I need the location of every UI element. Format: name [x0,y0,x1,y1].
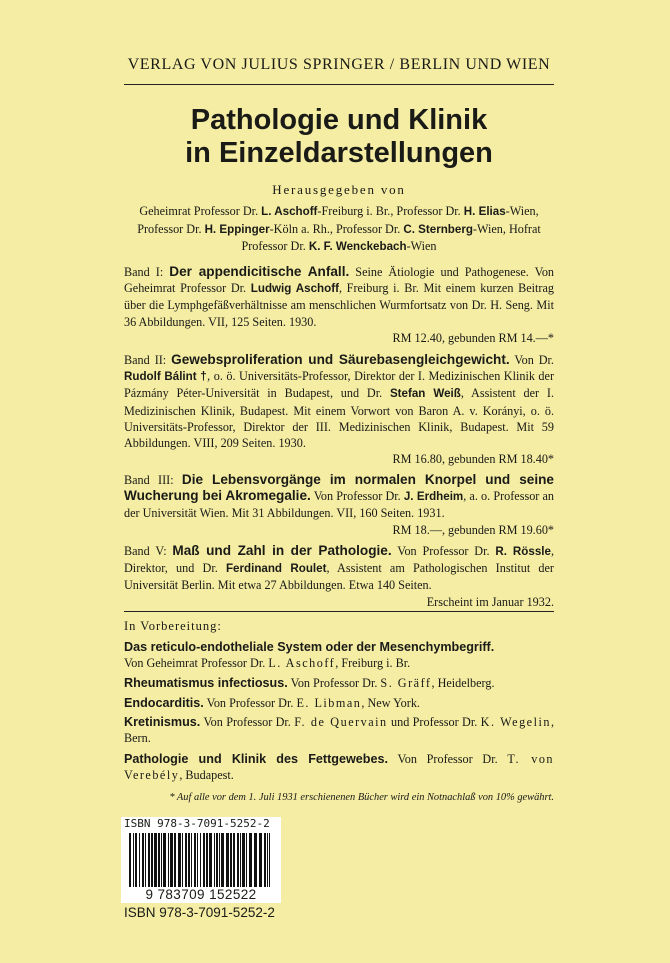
volume-entry-3: Band III: Die Lebensvorgänge im normalen Knorpel und seine Wucherung bei Akromegalie. Von Professor Dr. J. Erdheim, a. o. Professor an der Universität Wien. Mit 31 Abbildungen. VII, 160 Seiten. 1931. RM 18.—, gebunden RM 19.60* [124,472,555,537]
editor-name: C. Sternberg [403,222,473,236]
barcode-bar [158,833,160,887]
barcode-bar [254,833,257,887]
barcode-bar [242,833,245,887]
preparation-title: Kretinismus. [124,715,201,729]
volume-author: Ferdinand Roulet [225,562,327,576]
barcode-bar [194,833,196,887]
volume-price: RM 12.40, gebunden RM 14.—* [392,330,554,345]
barcode-bar [214,833,215,887]
preparation-author: S. Gräff [380,676,432,690]
herausgegeben-label: Herausgegeben von [272,182,406,197]
series-title-line-1: Pathologie und Klinik [190,104,488,136]
volume-price: RM 18.—, gebunden RM 19.60* [392,522,554,537]
barcode-bar [129,833,131,887]
barcode-bar [145,833,146,887]
barcode-bar [168,833,169,887]
volume-price: RM 16.80, gebunden RM 18.40* [392,452,554,467]
barcode-bar [148,833,150,887]
editors-block: Geheimrat Professor Dr. L. Aschoff-Freiburg i. Br., Professor Dr. H. Elias-Wien, Professor Dr. H. Eppinger-Köln a. Rh., Professor Dr. C. Sternberg-Wien, Hofrat Professor Dr. K. F. Wenckebach-Wien [137,204,541,253]
barcode-bar [139,833,140,887]
barcode-bar [182,833,183,887]
barcode-label [121,817,281,903]
preparation-entry-2: Rheumatismus infectiosus. Von Professor Dr. S. Gräff, Heidelberg. [124,676,495,690]
barcode-bar [135,833,137,887]
editor-name: H. Elias [463,205,506,218]
barcode-bar [161,833,162,887]
barcode-digits: 9 783709 152522 [145,887,257,902]
barcode-bar [154,833,157,887]
volume-author: J. Erdheim [403,490,464,504]
volume-price: Erscheint im Januar 1932. [426,594,554,609]
volume-author: Stefan Weiß [389,387,461,401]
preparation-author: L. Aschoff [268,656,336,670]
isbn-bottom-text: ISBN 978-3-7091-5252-2 [124,905,275,920]
barcode-bar [185,833,187,887]
barcode-bar [163,833,166,887]
series-title [124,104,554,170]
volume-title: Gewebsproliferation und Säurebasengleichgewicht. [171,352,510,367]
preparation-title: Rheumatismus infectiosus. [124,676,288,690]
preparation-title: Pathologie und Klinik des Fettgewebes. [124,752,388,766]
barcode-bar [246,833,247,887]
preparation-author: F. de Quervain [294,715,388,729]
barcode-bar [226,833,229,887]
volume-author: Rudolf Bálint † [124,370,208,384]
barcode-bar [151,833,153,887]
editor-name: K. F. Wenckebach [308,240,407,253]
preparation-entry-5: Pathologie und Klinik des Fettgewebes. Von Professor Dr. T. von Verebély, Budapest. [124,752,555,782]
barcode-bar [174,833,176,887]
preparation-title: Das reticulo-endotheliale System oder der Mesenchymbegriff. [124,640,495,654]
preparation-entry-3: Endocarditis. Von Professor Dr. E. Libman, New York. [124,696,420,710]
barcode-bar [230,833,232,887]
barcode-bar [209,833,212,887]
barcode-bar [269,833,270,887]
preparation-entry-4: Kretinismus. Von Professor Dr. F. de Quervain und Professor Dr. K. Wegelin, Bern. [124,715,554,745]
barcode-bar [197,833,198,887]
barcode-bar [206,833,208,887]
isbn-top-text: ISBN 978-3-7091-5252-2 [124,817,270,830]
barcode-bar [240,833,241,887]
barcode-bar [191,833,192,887]
volume-entry-2: Band II: Gewebsproliferation und Säurebasengleichgewicht. Von Dr. Rudolf Bálint †, o. ö. Universitäts-Professor, Direktor der I. Medizinischen Klinik der Pázmány Péter-Universität in Budapest, und Dr. Stefan Weiß, Assistent der I. Medizinischen Klinik, Budapest. Mit einem Vorwort von Baron A. v. Korányi, o. ö. Universitäts-Professor, Direktor der III. Medizinischen Klinik, Budapest. Mit 59 Abbildungen. VIII, 209 Seiten. 1930. RM 16.80, gebunden RM 18.40* [124,352,554,467]
barcode [127,833,275,889]
editor-name: H. Eppinger [204,222,270,236]
barcode-bar [233,833,235,887]
barcode-bar [188,833,190,887]
volume-entry-1: Band I: Der appendicitische Anfall. Seine Ätiologie und Pathogenese. Von Geheimrat Professor Dr. Ludwig Aschoff, Freiburg i. Br. Mit einem kurzen Beitrag über die Lymphgefäßverhältnisse am menschlichen Wurmfortsatz von Dr. H. Seng. Mit 36 Abbildungen. VII, 125 Seiten. 1930. RM 12.40, gebunden RM 14.—* [124,264,555,345]
barcode-bar [170,833,173,887]
publisher-line: VERLAG VON JULIUS SPRINGER / BERLIN UND WIEN [127,56,551,73]
preparation-author: T. von Verebély [124,752,555,782]
barcode-bar [203,833,205,887]
barcode-bar [142,833,144,887]
barcode-bar [267,833,268,887]
header-rule [124,84,554,85]
barcode-bar [237,833,239,887]
barcode-bar [178,833,181,887]
barcode-bar [249,833,252,887]
barcode-bar [133,833,134,887]
volume-author: Ludwig Aschoff [250,282,339,296]
preparation-author: K. Wegelin [480,715,551,729]
preparation-title: Endocarditis. [124,696,204,710]
section-rule [124,611,554,612]
barcode-bar [221,833,224,887]
barcode-bar [259,833,262,887]
barcode-bar [216,833,218,887]
barcode-bar [219,833,220,887]
volume-title: Der appendicitische Anfall. [169,264,350,279]
preparation-entry-1: Das reticulo-endotheliale System oder der Mesenchymbegriff. Von Geheimrat Professor Dr. L. Aschoff, Freiburg i. Br. [124,640,495,670]
in-vorbereitung-heading: In Vorbereitung: [124,619,222,633]
volume-author: R. Rössle [495,545,551,558]
series-title-line-2: in Einzeldarstellungen [185,137,493,169]
barcode-bar [264,833,266,887]
footnote: * Auf alle vor dem 1. Juli 1931 erschienenen Bücher wird ein Notnachlaß von 10% gewährt. [169,792,554,803]
volume-title: Maß und Zahl in der Pathologie. [172,543,392,558]
volume-entry-5: Band V: Maß und Zahl in der Pathologie. Von Professor Dr. R. Rössle, Direktor, und Dr. Ferdinand Roulet, Assistent am Pathologischen Institut der Universität Berlin. Mit etwa 27 Abbildungen. Etwa 140 Seiten. Erscheint im Januar 1932. [124,543,554,609]
preparation-author: E. Libman [296,696,362,710]
barcode-bar [200,833,201,887]
volume-title: Die Lebensvorgänge im normalen Knorpel und seine Wucherung bei Akromegalie. [124,472,554,504]
editor-name: L. Aschoff [261,205,318,218]
